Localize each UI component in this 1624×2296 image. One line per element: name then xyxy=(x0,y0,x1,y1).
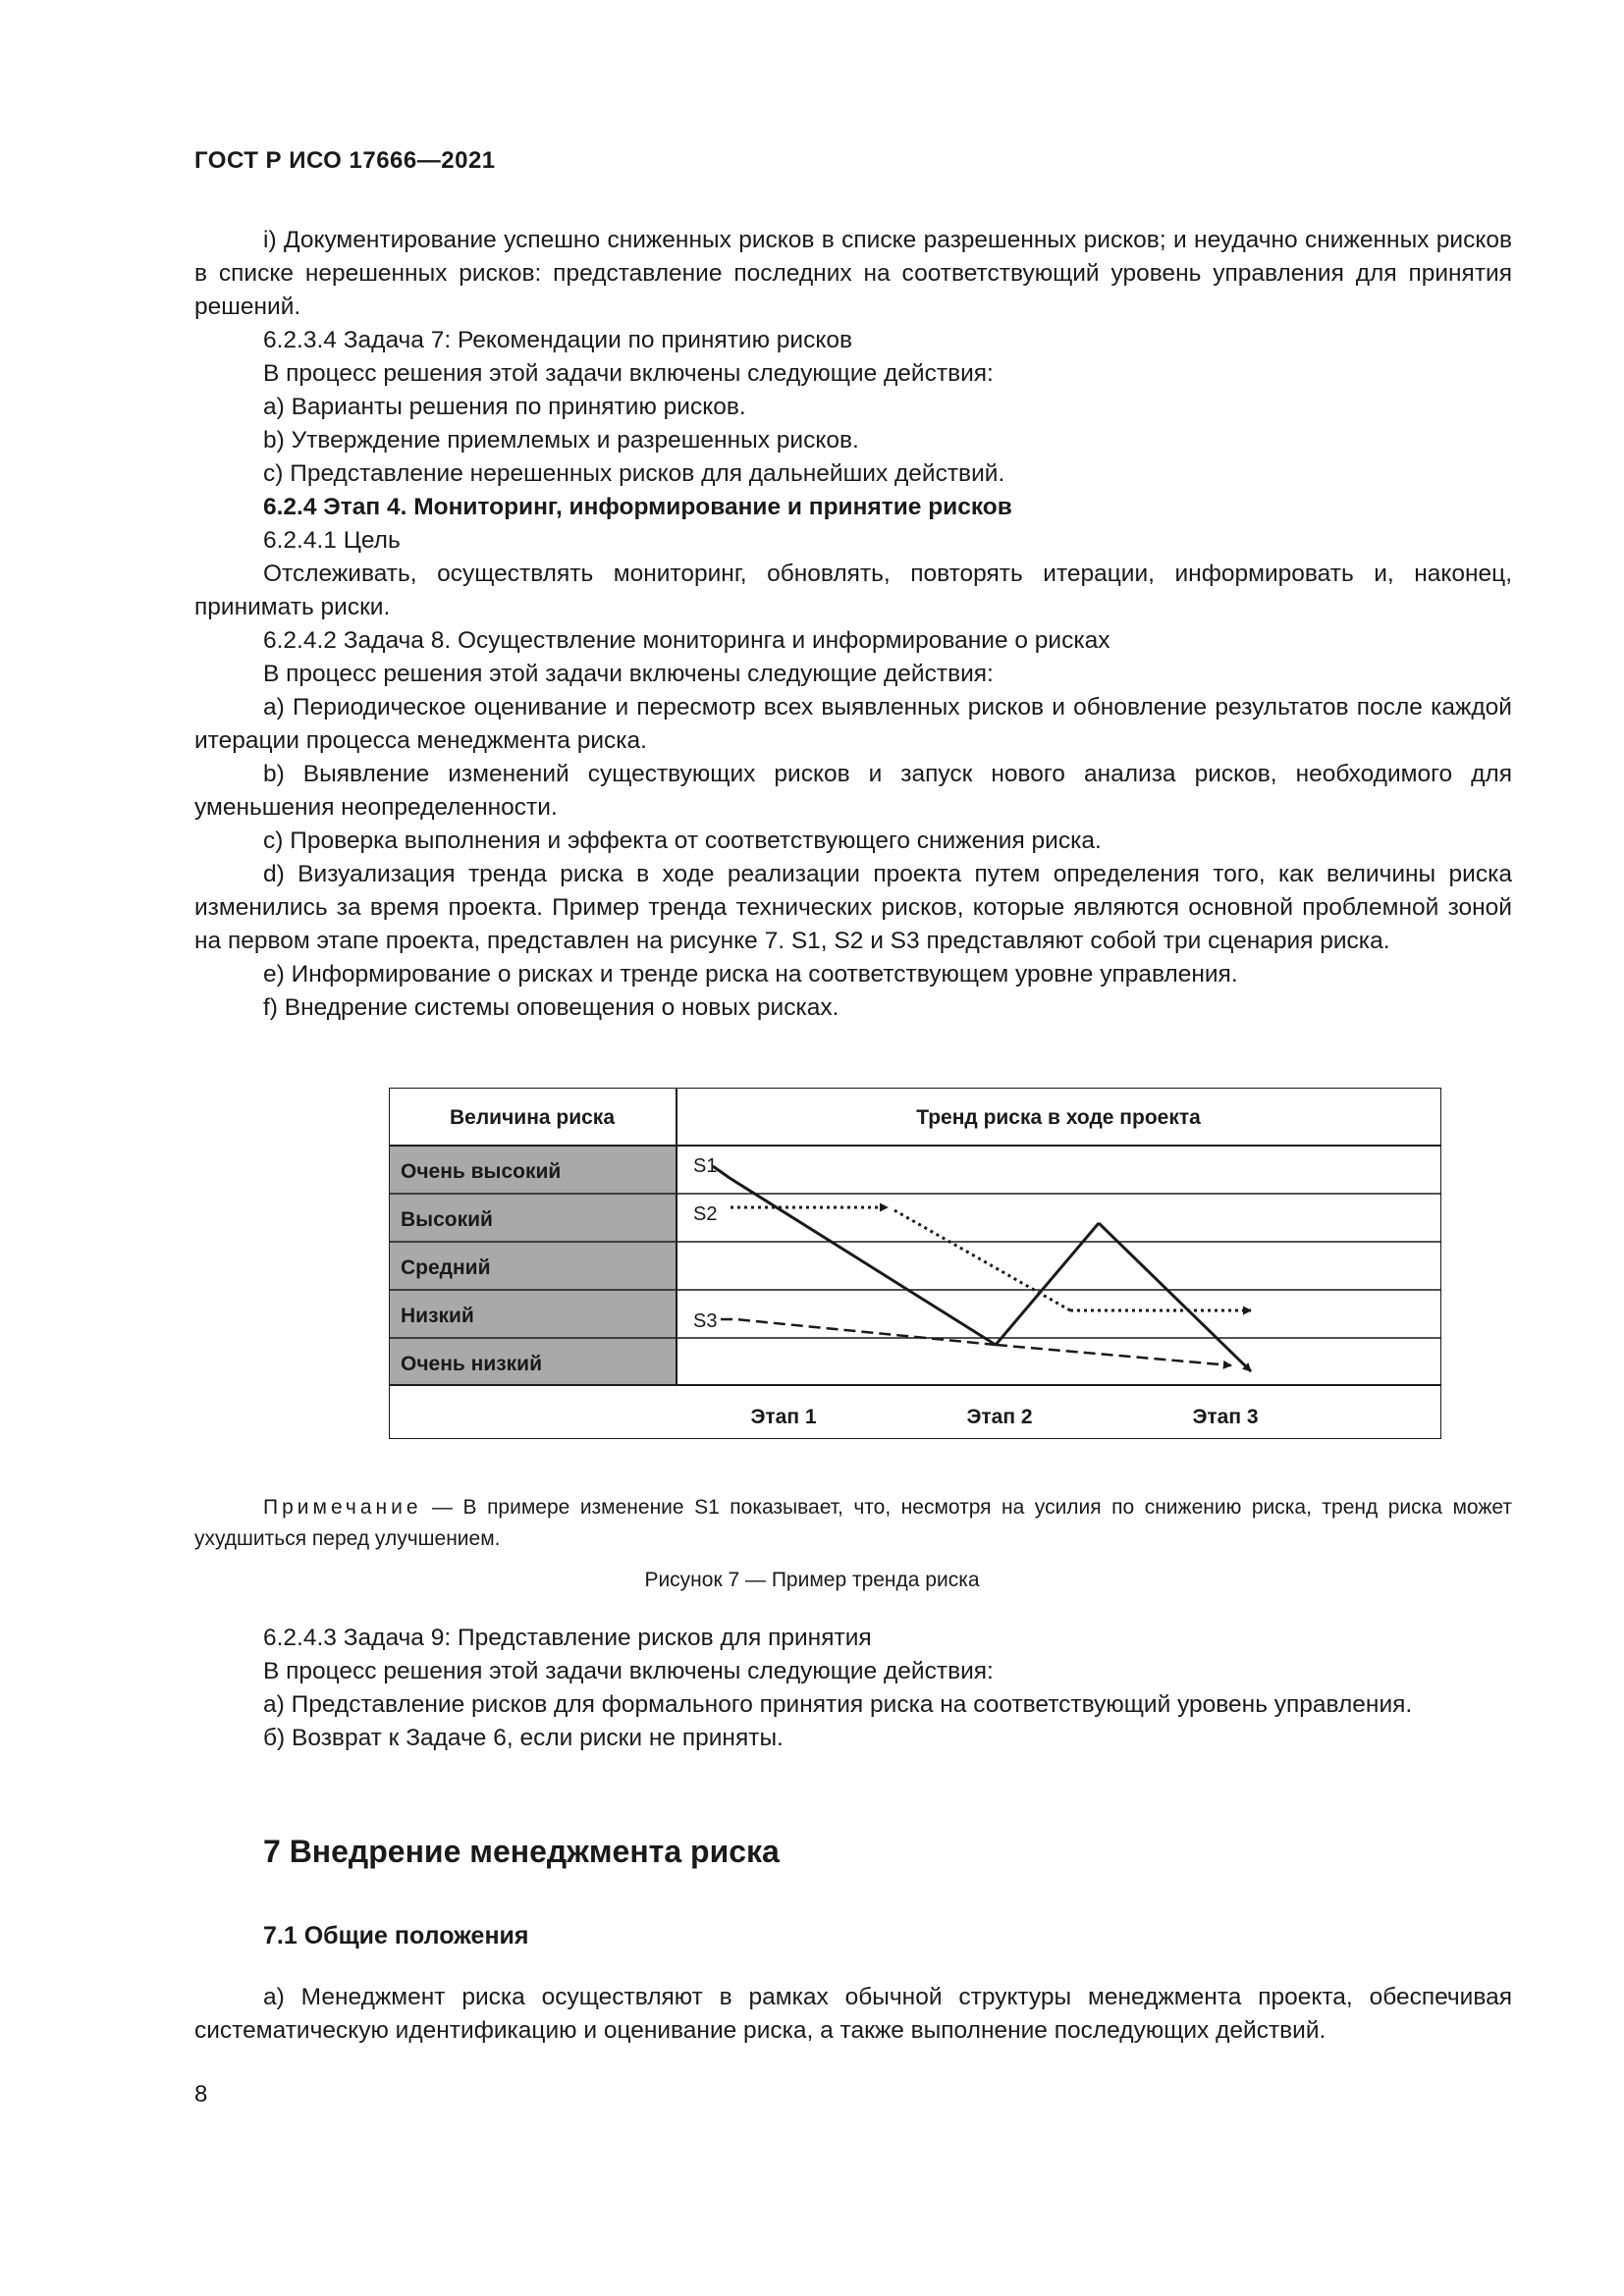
top-text-block xyxy=(194,224,1512,1025)
scenario-s3-label: S3 xyxy=(693,1310,718,1332)
stage-3-label: Этап 3 xyxy=(1192,1406,1259,1428)
level-very-low: Очень низкий xyxy=(401,1353,542,1375)
scenario-s2-label: S2 xyxy=(693,1203,718,1225)
final-text-block xyxy=(194,1981,1512,2048)
page-number: 8 xyxy=(194,2081,208,2108)
level-low: Низкий xyxy=(401,1305,474,1327)
list-item-a: а) Представление рисков для формального принятия риска на соответствующий уровень управления. xyxy=(263,1691,1413,1718)
list-item-a: a) Варианты решения по принятию рисков. xyxy=(263,394,746,420)
paragraph-item-i: i) Документирование успешно сниженных рисков в списке разрешенных рисков; и неудачно сниженных рисков в списке нерешенных рисков: представление последних на соответствующий уровень управления для принятия решений. xyxy=(194,227,1512,320)
paragraph-intro: В процесс решения этой задачи включены следующие действия: xyxy=(263,1658,994,1684)
list-item-a: a) Менеджмент риска осуществляют в рамках обычной структуры менеджмента проекта, обеспечивая систематическую идентификацию и оценивание риска, а также выполнение последующих действий. xyxy=(194,1984,1512,2044)
scenario-s1-label: S1 xyxy=(693,1155,718,1177)
note-label: Примечание xyxy=(263,1496,422,1519)
clause-6-2-4-3-heading: 6.2.4.3 Задача 9: Представление рисков для принятия xyxy=(263,1625,872,1651)
clause-6-2-3-4-heading: 6.2.3.4 Задача 7: Рекомендации по принятию рисков xyxy=(263,327,852,353)
level-very-high: Очень высокий xyxy=(401,1160,562,1183)
list-item-a: a) Периодическое оценивание и пересмотр всех выявленных рисков и обновление результатов после каждой итерации процесса менеджмента риска. xyxy=(194,694,1512,754)
paragraph-goal: Отслеживать, осуществлять мониторинг, обновлять, повторять итерации, информировать и, наконец, принимать риски. xyxy=(194,561,1512,620)
clause-6-2-4-2-heading: 6.2.4.2 Задача 8. Осуществление мониторинга и информирование о рисках xyxy=(263,627,1110,654)
bottom-text-block xyxy=(194,1622,1512,1755)
note-text: — В примере изменение S1 показывает, что, несмотря на усилия по снижению риска, тренд риска может ухудшиться перед улучшением. xyxy=(194,1496,1512,1550)
stage-2-label: Этап 2 xyxy=(966,1406,1033,1428)
figure-note xyxy=(194,1492,1512,1555)
list-item-b: б) Возврат к Задаче 6, если риски не приняты. xyxy=(263,1725,784,1751)
list-item-c: c) Представление нерешенных рисков для дальнейших действий. xyxy=(263,460,1005,487)
clause-6-2-4-heading: 6.2.4 Этап 4. Мониторинг, информирование и принятие рисков xyxy=(263,494,1012,520)
list-item-b: b) Выявление изменений существующих рисков и запуск нового анализа рисков, необходимого для уменьшения неопределенности. xyxy=(194,761,1512,821)
list-item-c: c) Проверка выполнения и эффекта от соответствующего снижения риска. xyxy=(263,828,1102,854)
header-risk-level: Величина риска xyxy=(450,1106,615,1129)
paragraph-intro: В процесс решения этой задачи включены следующие действия: xyxy=(263,360,994,387)
page-header-standard: ГОСТ Р ИСО 17666—2021 xyxy=(194,147,496,174)
risk-trend-diagram xyxy=(389,1088,1441,1439)
list-item-d: d) Визуализация тренда риска в ходе реализации проекта путем определения того, как величины риска изменились за время проекта. Пример тренда технических рисков, которые являются основной проблемной зоной на первом этапе проекта, представлен на рисунке 7. S1, S2 и S3 представляют собой три сценария риска. xyxy=(194,861,1512,954)
level-high: Высокий xyxy=(401,1208,493,1231)
subsection-7-1-title: 7.1 Общие положения xyxy=(263,1922,529,1949)
list-item-e: e) Информирование о рисках и тренде риска на соответствующем уровне управления. xyxy=(263,961,1238,988)
risk-trend-figure xyxy=(389,1088,1441,1439)
paragraph-intro: В процесс решения этой задачи включены следующие действия: xyxy=(263,661,994,687)
list-item-b: b) Утверждение приемлемых и разрешенных рисков. xyxy=(263,427,859,454)
clause-6-2-4-1-heading: 6.2.4.1 Цель xyxy=(263,527,401,554)
level-medium: Средний xyxy=(401,1256,491,1279)
stage-1-label: Этап 1 xyxy=(750,1406,817,1428)
header-risk-trend: Тренд риска в ходе проекта xyxy=(916,1106,1201,1129)
section-7-title: 7 Внедрение менеджмента риска xyxy=(263,1834,780,1869)
list-item-f: f) Внедрение системы оповещения о новых рисках. xyxy=(263,994,839,1021)
figure-caption: Рисунок 7 — Пример тренда риска xyxy=(644,1569,980,1591)
